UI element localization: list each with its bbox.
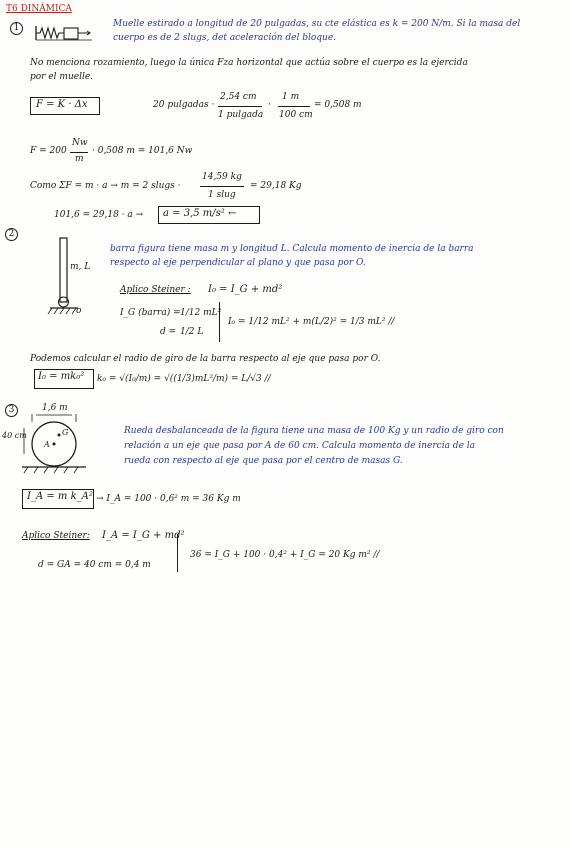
conversion-f2-num: 1 m: [282, 92, 300, 102]
dim-side-label: 40 cm: [2, 431, 27, 440]
page-title: T6 DINÁMICA: [6, 4, 72, 14]
final-result: 36 = I_G + 100 · 0,4² + I_G = 20 Kg m² //: [190, 550, 380, 560]
steiner-title: Aplico Steiner :: [120, 285, 191, 295]
conversion-lhs: 20 pulgadas ·: [153, 100, 215, 110]
problem-1-note-line2: por el muelle.: [30, 72, 94, 82]
sum-forces-f-num: 14,59 kg: [202, 172, 242, 182]
conversion-result: = 0,508 m: [314, 100, 362, 110]
problem-1-statement-line1: Muelle estirado a longitud de 20 pulgadas, su cte elástica es k = 200 N/m. Si la masa del: [113, 19, 521, 29]
sum-forces-pre: Como ΣF = m · a → m = 2 slugs ·: [30, 181, 181, 191]
hooke-law-formula: F = K · Δx: [36, 99, 88, 110]
acceleration-eq: 101,6 = 29,18 · a →: [54, 210, 144, 220]
io-result: I₀ = 1/12 mL² + m(L/2)² = 1/3 mL² //: [228, 317, 395, 327]
force-post: · 0,508 m = 101,6 Nw: [92, 146, 193, 156]
problem-3-statement-line1: Rueda desbalanceada de la figura tiene una masa de 100 Kg y un radio de giro con: [124, 426, 504, 436]
conversion-f1-num: 2,54 cm: [220, 92, 257, 102]
problem-2-statement-line2: respecto al eje perpendicular al plano y que pasa por O.: [110, 258, 366, 268]
bar-label: m, L: [70, 262, 91, 272]
problem-1-statement-line2: cuerpo es de 2 slugs, det aceleración del bloque.: [113, 33, 337, 43]
dim-top-label: 1,6 m: [42, 403, 68, 413]
label-a: A: [44, 440, 50, 449]
problem-3-statement-line3: rueda con respecto al eje que pasa por el centro de masas G.: [124, 456, 403, 466]
force-unit-num: Nw: [72, 138, 88, 148]
radius-box-formula: I₀ = mk₀²: [38, 371, 85, 382]
problem-3-number: 3: [5, 404, 18, 417]
separator: [177, 534, 178, 572]
acceleration-result: a = 3,5 m/s² ←: [163, 208, 237, 219]
radius-k-formula: k₀ = √(I₀/m) = √((1/3)mL²/m) = L/√3 //: [97, 374, 271, 384]
label-g: G: [62, 428, 69, 437]
steiner-equation-3: I_A = I_G + md²: [102, 530, 185, 541]
problem-1-number: 1: [10, 22, 23, 35]
steiner-title-3: Aplico Steiner:: [22, 531, 90, 541]
problem-1-note-line1: No menciona rozamiento, luego la única Fza horizontal que actúa sobre el cuerpo es la ejercida: [30, 58, 468, 68]
force-unit-den: m: [75, 154, 84, 164]
conversion-f1-den: 1 pulgada: [218, 110, 264, 120]
ig-value: 1/12 mL²: [180, 308, 222, 318]
distance-eq: d = GA = 40 cm = 0,4 m: [38, 560, 151, 570]
d-value: 1/2 L: [180, 327, 204, 337]
problem-2-statement-line1: barra figura tiene masa m y longitud L. Calcula momento de inercia de la barra: [110, 244, 474, 254]
separator: [219, 302, 220, 342]
d-label: d =: [160, 327, 177, 337]
fraction-bar: [218, 106, 262, 107]
radius-of-gyration-text: Podemos calcular el radio de giro de la barra respecto al eje que pasa por O.: [30, 354, 381, 364]
spring-block-icon: [36, 22, 96, 44]
conversion-f2-den: 100 cm: [279, 110, 313, 120]
fraction-bar: [200, 186, 244, 187]
fraction-bar: [278, 106, 310, 107]
problem-2-number: 2: [5, 228, 18, 241]
force-pre: F = 200: [30, 146, 67, 156]
problem-3-statement-line2: relación a un eje que pasa por A de 60 cm. Calcula momento de inercia de la: [124, 441, 475, 451]
sum-forces-f-den: 1 slug: [208, 190, 236, 200]
pivot-label: o: [76, 306, 82, 316]
steiner-equation: I₀ = I_G + md²: [208, 284, 283, 295]
fraction-bar: [70, 152, 88, 153]
ia-box-formula: I_A = m k_A²: [27, 491, 93, 502]
sum-forces-result: = 29,18 Kg: [250, 181, 302, 191]
ia-calculation: → I_A = 100 · 0,6² m = 36 Kg m: [96, 494, 241, 504]
ig-label: I_G (barra) =: [120, 308, 181, 318]
conversion-dot: ·: [268, 100, 271, 110]
